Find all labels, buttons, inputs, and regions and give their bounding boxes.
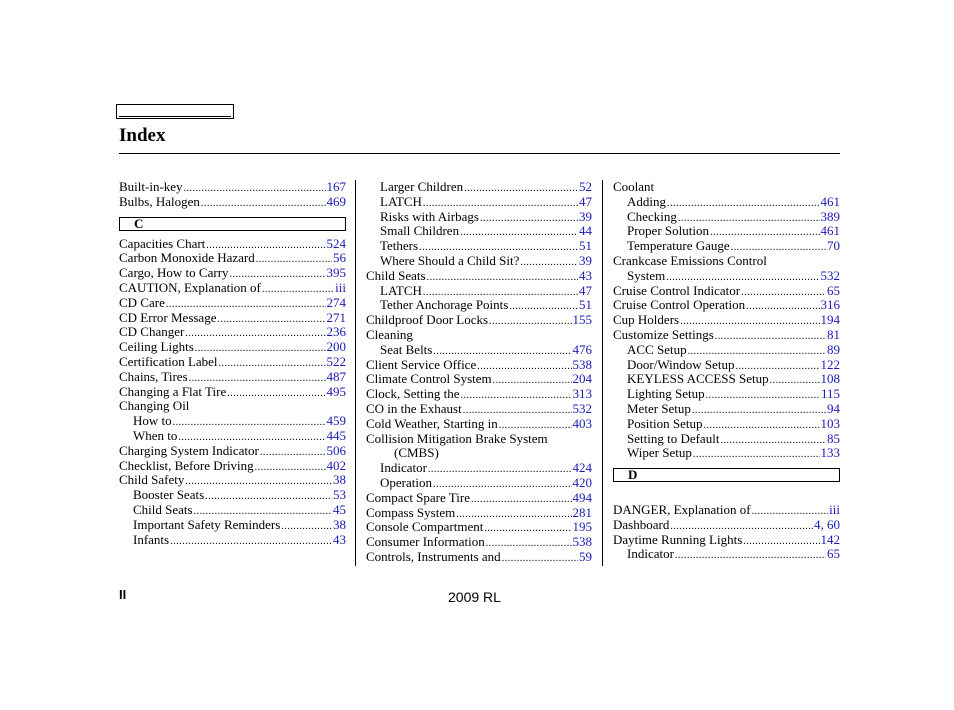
dot-leader — [217, 313, 325, 326]
index-entry — [366, 372, 592, 387]
index-term: Chains, Tires — [119, 369, 188, 384]
page-reference-link[interactable]: 200 — [326, 340, 346, 355]
index-heading: (CMBS) — [394, 445, 439, 461]
index-term: Clock, Setting the — [366, 387, 460, 402]
index-term: LATCH — [380, 283, 422, 298]
page-reference-link[interactable]: 204 — [572, 372, 592, 387]
index-term: Charging System Indicator — [119, 443, 259, 458]
page-reference-link[interactable]: 59 — [579, 549, 592, 564]
index-term: Controls, Instruments and — [366, 549, 501, 564]
dot-leader — [255, 461, 326, 474]
index-entry — [613, 387, 840, 402]
dot-leader — [230, 268, 326, 281]
page-reference-link[interactable]: 56 — [333, 251, 346, 266]
page-number-mark: II — [119, 587, 127, 602]
index-entry — [613, 446, 840, 461]
index-term: Indicator — [380, 461, 427, 476]
index-entry — [119, 473, 346, 488]
index-entry — [613, 533, 840, 548]
page-reference-link[interactable]: 469 — [326, 194, 346, 209]
index-entry — [119, 518, 346, 533]
index-term: How to — [133, 414, 172, 429]
page-reference-link[interactable]: 65 — [827, 547, 840, 562]
index-heading: Crankcase Emissions Control — [613, 252, 767, 268]
dot-leader — [423, 197, 578, 210]
index-term: Carbon Monoxide Hazard — [119, 251, 255, 266]
index-entry — [366, 254, 592, 269]
index-term: Child Seats — [366, 268, 426, 283]
index-term: Tether Anchorage Points — [380, 298, 509, 313]
index-entry — [613, 518, 840, 533]
dot-leader — [678, 212, 820, 225]
index-term: Compass System — [366, 505, 456, 520]
page-reference-link[interactable]: iii — [335, 280, 346, 295]
column-divider-1 — [355, 180, 356, 566]
index-term: ACC Setup — [627, 342, 687, 357]
index-heading: Changing Oil — [119, 398, 190, 414]
dot-leader — [173, 416, 326, 429]
index-term: When to — [133, 428, 178, 443]
index-term: Customize Settings — [613, 327, 714, 342]
index-term: Tethers — [380, 239, 419, 254]
index-term: CO in the Exhaust — [366, 401, 462, 416]
index-entry — [613, 195, 840, 210]
index-term: Door/Window Setup — [627, 357, 735, 372]
dot-leader — [423, 286, 578, 299]
page-reference-link[interactable]: 43 — [579, 268, 592, 283]
dot-leader — [710, 226, 820, 239]
index-term: CD Error Message — [119, 310, 217, 325]
page-reference-link[interactable]: 38 — [333, 473, 346, 488]
index-term: Where Should a Child Sit? — [380, 253, 520, 268]
dot-leader — [433, 345, 571, 358]
dot-leader — [464, 182, 578, 195]
column-divider-2 — [602, 180, 603, 566]
index-entry — [613, 269, 840, 284]
index-term: CAUTION, Explanation of — [119, 280, 261, 295]
page-reference-link[interactable]: 65 — [827, 283, 840, 298]
index-term: Operation — [380, 475, 432, 490]
index-heading: Coolant — [613, 179, 655, 194]
dot-leader — [184, 182, 326, 195]
index-term: Cold Weather, Starting in — [366, 416, 498, 431]
index-entry — [366, 461, 592, 476]
index-entry — [366, 298, 592, 313]
page-reference-link[interactable]: 51 — [579, 239, 592, 254]
letter-section-header: C — [119, 217, 346, 231]
dot-leader — [720, 434, 826, 447]
page-reference-link[interactable]: 115 — [820, 387, 840, 402]
dot-leader — [693, 448, 820, 461]
index-term: Cruise Control Operation — [613, 298, 746, 313]
dot-leader — [493, 374, 572, 387]
index-entry — [366, 491, 592, 506]
index-entry — [366, 195, 592, 210]
dot-leader — [227, 387, 325, 400]
page-reference-link[interactable]: 44 — [579, 224, 592, 239]
index-entry — [366, 358, 592, 373]
index-term: Bulbs, Halogen — [119, 194, 200, 209]
page-reference-link[interactable]: 39 — [579, 209, 592, 224]
index-term: Setting to Default — [627, 431, 720, 446]
page-reference-link[interactable]: 45 — [333, 502, 346, 517]
dot-leader — [185, 475, 332, 488]
index-column-3 — [613, 180, 840, 562]
dot-leader — [170, 535, 332, 548]
index-term: Checklist, Before Driving — [119, 458, 254, 473]
index-entry — [119, 340, 346, 355]
index-entry — [119, 533, 346, 548]
index-entry — [119, 488, 346, 503]
page-reference-link[interactable]: 103 — [820, 416, 840, 431]
index-term: Lighting Setup — [627, 387, 705, 402]
page-reference-link[interactable]: 495 — [326, 384, 346, 399]
dot-leader — [471, 493, 572, 506]
page-reference-link[interactable]: 4, 60 — [814, 517, 840, 532]
index-entry — [366, 476, 592, 491]
page-reference-link[interactable]: 89 — [827, 342, 840, 357]
page-reference-link[interactable]: 271 — [326, 310, 346, 325]
index-term: Child Safety — [119, 473, 185, 488]
page-reference-link[interactable]: 39 — [579, 253, 592, 268]
index-term: Cruise Control Indicator — [613, 283, 741, 298]
dot-leader — [433, 478, 572, 491]
page-reference-link[interactable]: 313 — [572, 387, 592, 402]
page-reference-link[interactable]: 53 — [333, 488, 346, 503]
dot-leader — [260, 446, 326, 459]
dot-leader — [752, 505, 829, 518]
index-term: Capacities Chart — [119, 236, 206, 251]
index-entry — [119, 281, 346, 296]
index-entry — [119, 237, 346, 252]
index-entry — [119, 385, 346, 400]
dot-leader — [675, 549, 826, 562]
section-tab-box — [116, 104, 234, 119]
dot-leader — [741, 286, 826, 299]
page-reference-link[interactable]: 167 — [326, 180, 346, 194]
index-entry — [119, 296, 346, 311]
dot-leader — [166, 298, 326, 311]
index-term: Climate Control System — [366, 372, 492, 387]
index-entry — [613, 432, 840, 447]
page-reference-link[interactable]: 506 — [326, 443, 346, 458]
index-entry — [119, 370, 346, 385]
index-term: Small Children — [380, 224, 460, 239]
page-reference-link[interactable]: 274 — [326, 295, 346, 310]
index-term: Dashboard — [613, 517, 670, 532]
dot-leader — [502, 552, 578, 565]
index-entry — [613, 417, 840, 432]
index-term: Client Service Office — [366, 357, 477, 372]
dot-leader — [461, 389, 572, 402]
dot-leader — [480, 212, 578, 225]
index-term: Temperature Gauge — [627, 239, 730, 254]
dot-leader — [715, 330, 826, 343]
index-entry — [119, 459, 346, 474]
index-term: Important Safety Reminders — [133, 517, 281, 532]
index-entry — [119, 180, 346, 195]
page-reference-link[interactable]: 47 — [579, 194, 592, 209]
footer-model-year: 2009 RL — [448, 589, 501, 605]
index-term: Infants — [133, 532, 170, 547]
dot-leader — [704, 419, 820, 432]
page-reference-link[interactable]: 538 — [572, 535, 592, 550]
dot-leader — [178, 431, 325, 444]
index-entry — [613, 343, 840, 358]
page-reference-link[interactable]: 420 — [572, 475, 592, 490]
index-entry — [119, 414, 346, 429]
dot-leader — [456, 508, 571, 521]
dot-leader — [486, 537, 572, 550]
index-term: Child Seats — [133, 502, 193, 517]
page-reference-link[interactable]: 122 — [820, 357, 840, 372]
index-term: KEYLESS ACCESS Setup — [627, 372, 769, 387]
dot-leader — [195, 342, 326, 355]
dot-leader — [427, 271, 578, 284]
index-entry — [366, 313, 592, 328]
page-reference-link[interactable]: 94 — [827, 401, 840, 416]
index-term: CD Care — [119, 295, 165, 310]
index-entry — [613, 358, 840, 373]
page-reference-link[interactable]: 532 — [572, 401, 592, 416]
dot-leader — [692, 404, 826, 417]
index-term: Wiper Setup — [627, 446, 692, 461]
index-column-2 — [366, 180, 592, 565]
dot-leader — [463, 404, 572, 417]
page-reference-link[interactable]: iii — [829, 502, 840, 517]
index-term: Meter Setup — [627, 401, 691, 416]
index-term: Daytime Running Lights — [613, 532, 743, 547]
index-term: Changing a Flat Tire — [119, 384, 227, 399]
dot-leader — [670, 520, 813, 533]
page-reference-link[interactable]: 316 — [820, 298, 840, 313]
dot-leader — [205, 490, 332, 503]
index-entry — [366, 343, 592, 358]
dot-leader — [735, 360, 819, 373]
index-entry — [366, 284, 592, 299]
page-reference-link[interactable]: 389 — [820, 209, 840, 224]
page-reference-link[interactable]: 532 — [820, 268, 840, 283]
index-term: Proper Solution — [627, 224, 709, 239]
index-entry — [119, 429, 346, 444]
index-entry — [366, 180, 592, 195]
page-reference-link[interactable]: 459 — [326, 414, 346, 429]
dot-leader — [688, 345, 826, 358]
page-reference-link[interactable]: 403 — [572, 416, 592, 431]
title-divider — [119, 153, 840, 154]
index-term: Adding — [627, 194, 666, 209]
index-entry — [366, 402, 592, 417]
index-entry — [613, 284, 840, 299]
page-reference-link[interactable]: 461 — [820, 194, 840, 209]
index-term: Larger Children — [380, 180, 464, 194]
dot-leader — [460, 226, 578, 239]
page-reference-link[interactable]: 424 — [572, 461, 592, 476]
index-entry — [119, 266, 346, 281]
dot-leader — [428, 463, 572, 476]
index-term: Indicator — [627, 547, 674, 562]
page-reference-link[interactable]: 402 — [326, 458, 346, 473]
page-reference-link[interactable]: 236 — [326, 325, 346, 340]
page-reference-link[interactable]: 445 — [326, 428, 346, 443]
index-entry — [119, 251, 346, 266]
page-reference-link[interactable]: 281 — [572, 505, 592, 520]
index-term: Cargo, How to Carry — [119, 266, 229, 281]
dot-leader — [706, 389, 820, 402]
dot-leader — [262, 283, 334, 296]
index-entry — [366, 224, 592, 239]
index-entry — [119, 325, 346, 340]
index-entry — [613, 547, 840, 562]
index-term: Certification Label — [119, 354, 218, 369]
index-term: LATCH — [380, 194, 422, 209]
page-reference-link[interactable]: 81 — [827, 327, 840, 342]
page-reference-link[interactable]: 85 — [827, 431, 840, 446]
dot-leader — [484, 522, 571, 535]
index-heading: Collision Mitigation Brake System — [366, 430, 548, 446]
index-entry — [613, 372, 840, 387]
index-entry — [613, 328, 840, 343]
index-term: Compact Spare Tire — [366, 490, 470, 505]
page-reference-link[interactable]: 47 — [579, 283, 592, 298]
page-reference-link[interactable]: 155 — [572, 313, 592, 328]
index-term: Booster Seats — [133, 488, 205, 503]
dot-leader — [189, 372, 326, 385]
index-entry — [366, 550, 592, 565]
index-entry — [613, 239, 840, 254]
index-entry — [613, 224, 840, 239]
page-reference-link[interactable]: 38 — [333, 517, 346, 532]
dot-leader — [746, 300, 819, 313]
index-entry — [119, 311, 346, 326]
letter-section-header: D — [613, 468, 840, 482]
page-reference-link[interactable]: 51 — [579, 298, 592, 313]
index-term: Cup Holders — [613, 313, 680, 328]
page-reference-link[interactable]: 52 — [579, 180, 592, 194]
index-entry — [366, 506, 592, 521]
page-reference-link[interactable]: 142 — [820, 532, 840, 547]
index-entry — [613, 298, 840, 313]
page-reference-link[interactable]: 476 — [572, 342, 592, 357]
index-entry — [366, 417, 592, 432]
dot-leader — [499, 419, 572, 432]
page-reference-link[interactable]: 194 — [820, 313, 840, 328]
index-term: Risks with Airbags — [380, 209, 479, 224]
dot-leader — [520, 256, 578, 269]
index-entry — [613, 402, 840, 417]
index-term: DANGER, Explanation of — [613, 502, 751, 517]
dot-leader — [256, 253, 332, 266]
dot-leader — [206, 239, 325, 252]
index-entry — [366, 210, 592, 225]
index-entry — [119, 503, 346, 518]
page-reference-link[interactable]: 108 — [820, 372, 840, 387]
index-heading: Cleaning — [366, 326, 413, 342]
dot-leader — [509, 300, 578, 313]
index-term: Console Compartment — [366, 520, 484, 535]
dot-leader — [281, 520, 332, 533]
dot-leader — [680, 315, 819, 328]
dot-leader — [477, 360, 571, 373]
page-reference-link[interactable]: 522 — [326, 354, 346, 369]
index-term: Checking — [627, 209, 677, 224]
index-entry — [366, 269, 592, 284]
index-term: System — [627, 268, 666, 283]
index-entry — [366, 239, 592, 254]
dot-leader — [667, 197, 820, 210]
index-entry — [366, 387, 592, 402]
index-term: Childproof Door Locks — [366, 313, 489, 328]
page-reference-link[interactable]: 70 — [827, 239, 840, 254]
dot-leader — [770, 374, 820, 387]
dot-leader — [419, 241, 578, 254]
page-reference-link[interactable]: 487 — [326, 369, 346, 384]
index-entry — [613, 503, 840, 518]
index-entry — [613, 210, 840, 225]
index-term: Built-in-key — [119, 180, 183, 194]
dot-leader — [489, 315, 571, 328]
index-term: CD Changer — [119, 325, 185, 340]
dot-leader — [201, 197, 326, 210]
index-entry — [366, 520, 592, 535]
index-term: Position Setup — [627, 416, 703, 431]
page-reference-link[interactable]: 43 — [333, 532, 346, 547]
index-term: Seat Belts — [380, 342, 433, 357]
page-reference-link[interactable]: 395 — [326, 266, 346, 281]
page-title: Index — [119, 125, 166, 146]
spacer — [613, 488, 840, 503]
index-term: Consumer Information — [366, 535, 485, 550]
index-entry — [119, 195, 346, 210]
dot-leader — [194, 505, 332, 518]
index-entry — [613, 313, 840, 328]
dot-leader — [743, 535, 819, 548]
index-entry — [119, 444, 346, 459]
page-reference-link[interactable]: 524 — [326, 236, 346, 251]
index-column-1 — [119, 180, 346, 547]
index-term: Ceiling Lights — [119, 340, 194, 355]
dot-leader — [185, 327, 325, 340]
page-reference-link[interactable]: 195 — [572, 520, 592, 535]
index-entry — [366, 535, 592, 550]
page-reference-link[interactable]: 461 — [820, 224, 840, 239]
page-reference-link[interactable]: 538 — [572, 357, 592, 372]
page-reference-link[interactable]: 133 — [820, 446, 840, 461]
index-entry — [119, 355, 346, 370]
dot-leader — [666, 271, 819, 284]
dot-leader — [219, 357, 326, 370]
page-reference-link[interactable]: 494 — [572, 490, 592, 505]
